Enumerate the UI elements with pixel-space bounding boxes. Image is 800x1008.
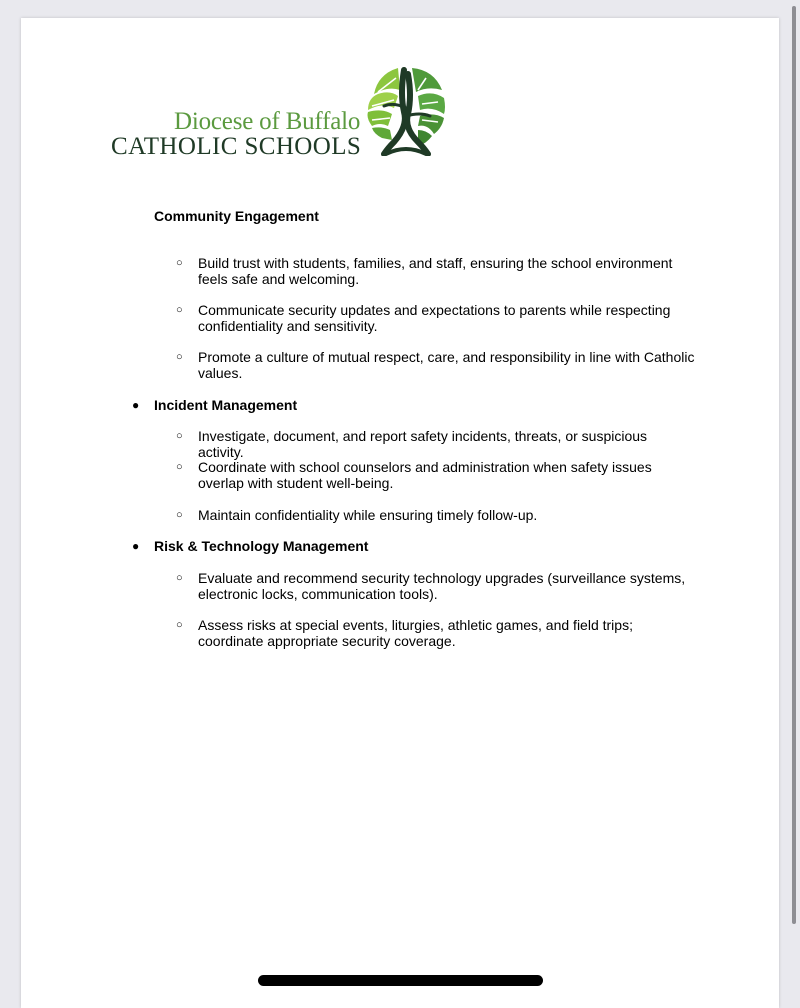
sub-bullet-icon: ○ [176,619,183,631]
list-item-text: Promote a culture of mutual respect, care, and responsibility in line with Catholic values. [198,349,695,381]
list-item-text: Investigate, document, and report safety incidents, threats, or suspicious activity. [198,428,648,460]
logo-text-catholic-schools: CATHOLIC SCHOOLS [111,133,362,160]
sub-bullet-icon: ○ [176,351,183,363]
tree-logo-icon [364,64,448,156]
sub-bullet-icon: ○ [176,509,183,521]
list-item-text: Coordinate with school counselors and administration when safety issues overlap with student well-being. [198,459,652,491]
list-item-text: Maintain confidentiality while ensuring timely follow-up. [198,507,538,523]
home-indicator[interactable] [258,975,543,986]
sub-bullet-icon: ○ [176,257,183,269]
logo-text-diocese: Diocese of Buffalo [174,108,361,135]
list-item-text: Build trust with students, families, and staff, ensuring the school environment feels safe and welcoming. [198,255,673,287]
document-page [21,18,779,1008]
sub-bullet-icon: ○ [176,430,183,442]
sub-bullet-icon: ○ [176,572,183,584]
scrollbar[interactable] [792,6,796,924]
bullet-icon: ● [132,539,140,553]
list-item-text: Evaluate and recommend security technology upgrades (surveillance systems, electronic locks, communication tools). [198,570,686,602]
diocese-logo [109,64,449,160]
sub-bullet-icon: ○ [176,461,183,473]
section-heading-incident-management: Incident Management [154,397,298,413]
bullet-icon: ● [132,398,140,412]
list-item-text: Assess risks at special events, liturgies, athletic games, and field trips; coordinate appropriate security coverage. [198,617,633,649]
list-item-text: Communicate security updates and expectations to parents while respecting confidentiality and sensitivity. [198,302,671,334]
sub-bullet-icon: ○ [176,304,183,316]
section-heading-risk-technology-management: Risk & Technology Management [154,538,369,554]
section-heading-community-engagement: Community Engagement [154,208,319,224]
